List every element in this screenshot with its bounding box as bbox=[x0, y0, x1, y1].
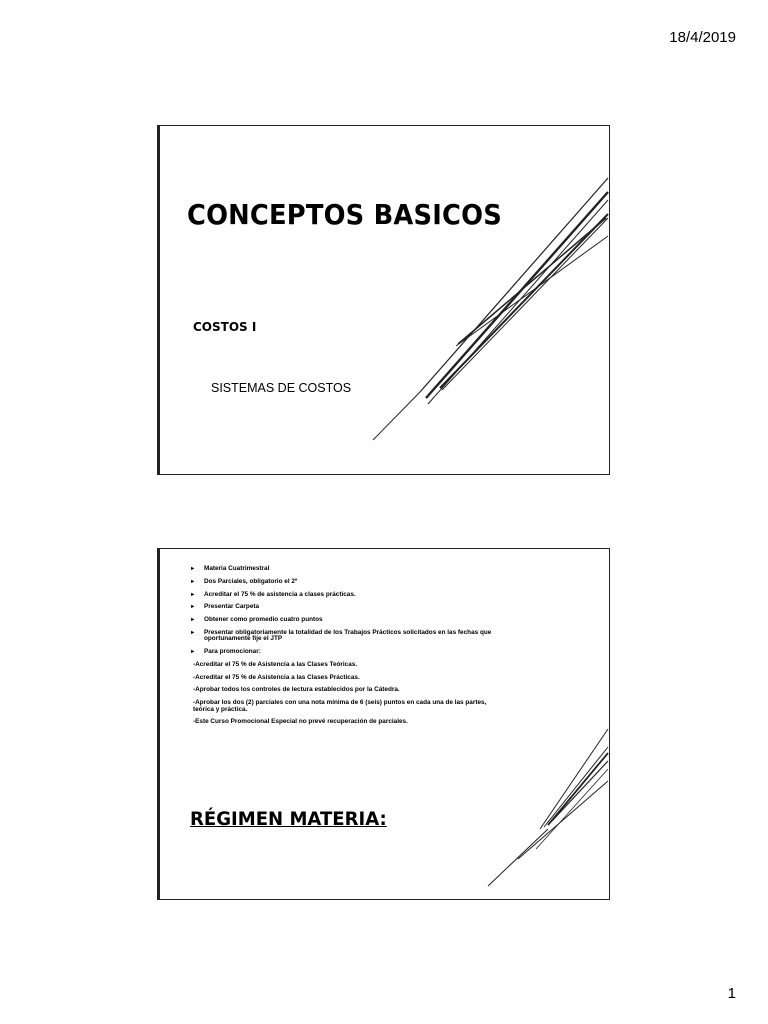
bullet-arrow-icon: ► bbox=[190, 649, 196, 656]
list-item: ► Acreditar el 75 % de asistencia a clases prácticas. bbox=[190, 590, 356, 598]
promotion-requirements bbox=[193, 662, 498, 732]
decorative-lines bbox=[158, 126, 609, 474]
bullet-arrow-icon: ► bbox=[190, 566, 196, 572]
slide-subtitle: COSTOS I bbox=[193, 320, 257, 334]
list-item: ► Para promocionar: bbox=[190, 648, 261, 656]
slide-title: RÉGIMEN MATERIA: bbox=[190, 808, 387, 830]
list-item: ► Materia Cuatrimestral bbox=[190, 565, 270, 572]
sub-list-item: -Este Curso Promocional Especial no prevé recuperación de parciales. bbox=[193, 718, 408, 726]
slide-title: CONCEPTOS BASICOS bbox=[187, 198, 502, 231]
sub-list-item: -Acreditar el 75 % de Asistencia a las Clases Teóricas. bbox=[193, 661, 358, 668]
requirements-list bbox=[190, 566, 510, 662]
sub-list-item: -Aprobar todos los controles de lectura establecidos por la Cátedra. bbox=[193, 686, 400, 694]
sub-list-item: -Acreditar el 75 % de Asistencia a las Clases Prácticas. bbox=[193, 673, 360, 681]
bullet-arrow-icon: ► bbox=[190, 629, 196, 636]
bullet-arrow-icon: ► bbox=[190, 604, 196, 611]
list-item: ► Obtener como promedio cuatro puntos bbox=[190, 616, 323, 624]
page-date: 18/4/2019 bbox=[669, 29, 736, 46]
page-number: 1 bbox=[727, 985, 736, 1002]
list-item: ► Dos Parciales, obligatorio el 2º bbox=[190, 577, 298, 585]
bullet-arrow-icon: ► bbox=[190, 617, 196, 624]
list-item: ► Presentar Carpeta bbox=[190, 603, 260, 611]
slide-2 bbox=[157, 548, 610, 900]
bullet-arrow-icon: ► bbox=[190, 578, 196, 585]
slide-1 bbox=[157, 125, 610, 475]
slide-body-text: SISTEMAS DE COSTOS bbox=[211, 381, 352, 395]
list-item: ► Presentar obligatoriamente la totalidad de los Trabajos Prácticos solicitados en las fechas que oportunamente fije el JTP bbox=[190, 628, 492, 643]
sub-list-item: -Aprobar los dos (2) parciales con una nota mínima de 6 (seis) puntos en cada una de las partes, teórica y práctica. bbox=[193, 699, 487, 713]
bullet-arrow-icon: ► bbox=[190, 591, 196, 598]
